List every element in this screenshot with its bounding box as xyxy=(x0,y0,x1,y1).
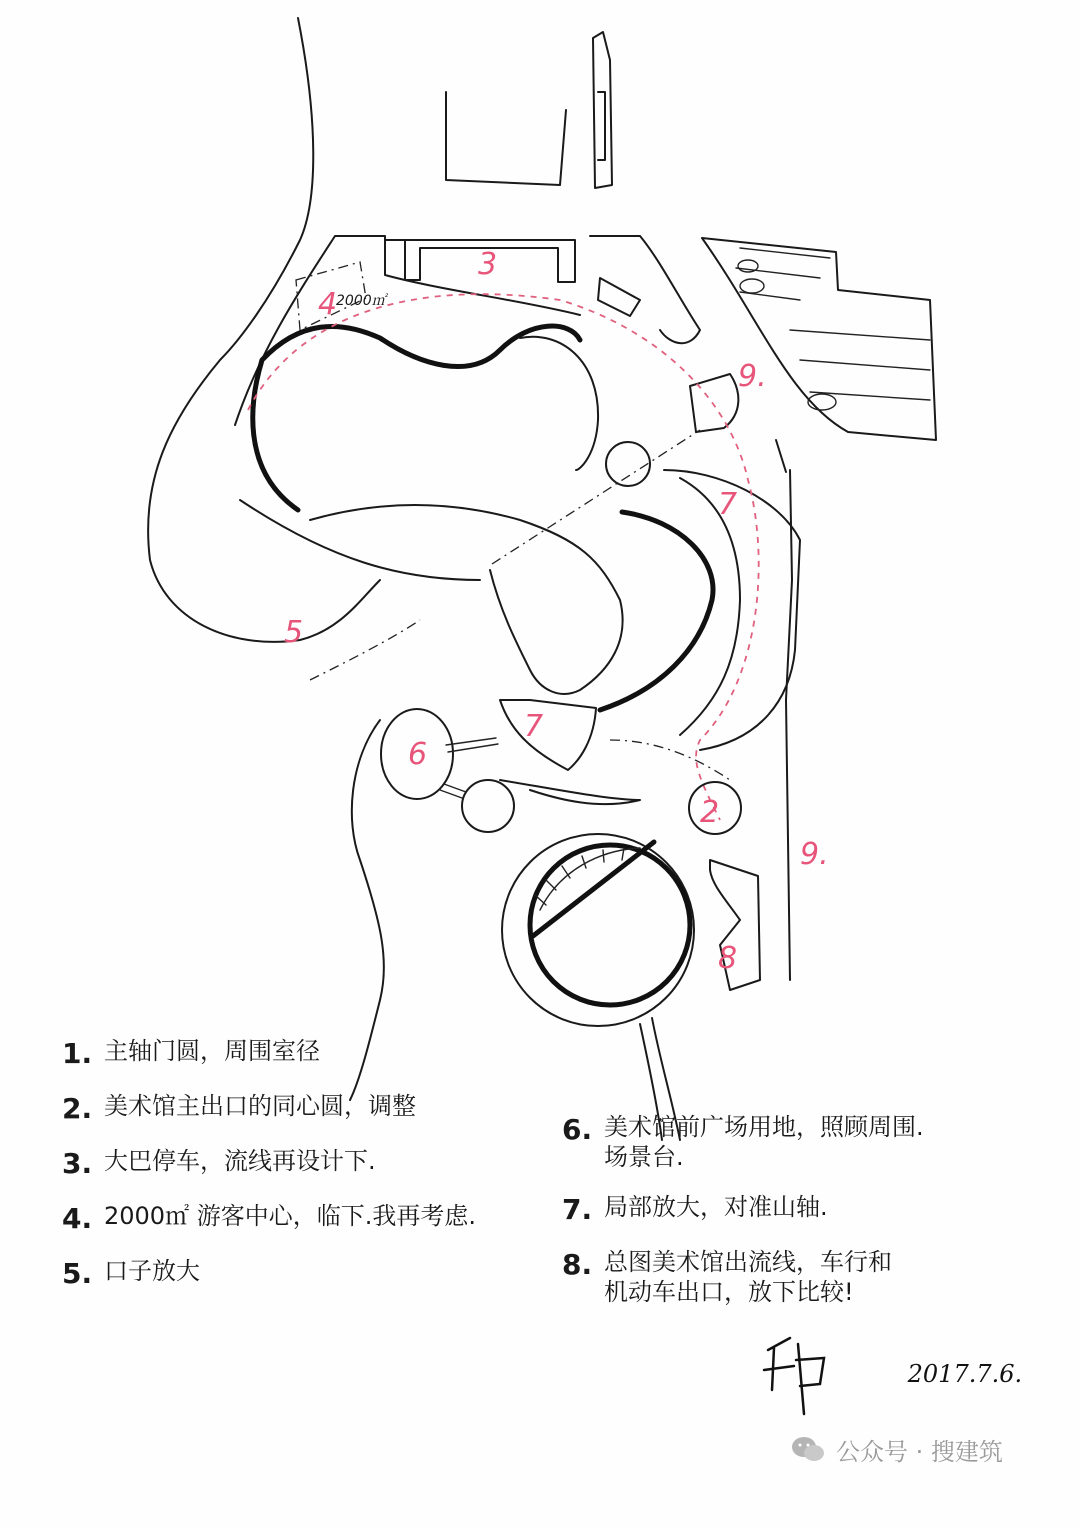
note-item: 8. 总图美术馆出流线，车行和 机动车出口，放下比较! xyxy=(562,1248,892,1306)
zone-label-3: 3 xyxy=(478,247,498,282)
museum-seating-fan xyxy=(535,848,640,910)
note-item: 7. 局部放大，对准山轴. xyxy=(562,1193,828,1226)
notes-left-column xyxy=(62,1036,532,1311)
pond-1 xyxy=(738,260,758,272)
zone-label-4: 4 xyxy=(318,287,338,322)
east-vertical-tick xyxy=(776,440,786,472)
signature-date: 2017.7.6. xyxy=(907,1359,1023,1388)
zone-label-8: 8 xyxy=(718,941,738,976)
north-band-slash xyxy=(598,278,640,316)
zone-label-6: 6 xyxy=(408,737,428,772)
zone-label-2: 2 xyxy=(700,795,720,830)
east-boundary-line xyxy=(786,470,792,980)
zone-label-9-north: 9. xyxy=(738,359,767,394)
pink-arc-path xyxy=(248,294,759,820)
central-lake-edge xyxy=(253,326,580,510)
museum-approach-curve xyxy=(500,780,640,804)
museum-dashed-approach xyxy=(610,740,730,780)
east-lake-edge xyxy=(600,512,713,710)
zone-label-7-west: 7 xyxy=(524,709,544,744)
notes-right-column xyxy=(562,1112,1002,1327)
lake-peninsula xyxy=(520,337,598,470)
entry-plaza-9-north xyxy=(690,374,738,432)
gate-5-road-upper xyxy=(240,500,480,580)
note-item: 3. 大巴停车，流线再设计下. xyxy=(62,1147,376,1180)
note-item: 6. 美术馆前广场用地，照顾周围. 场景台. xyxy=(562,1113,924,1171)
museum-inner-circle xyxy=(530,845,690,1005)
inner-lake-outline xyxy=(310,505,623,694)
note-item: 5. 口子放大 xyxy=(62,1257,200,1290)
north-building-b xyxy=(593,32,612,188)
wechat-icon xyxy=(790,1435,826,1465)
museum-diagonal-cut xyxy=(533,842,654,936)
watermark-text: 公众号 · 搜建筑 xyxy=(836,1438,1003,1466)
pond-2 xyxy=(740,279,764,293)
zone-label-5: 5 xyxy=(284,615,304,650)
north-band-block-right xyxy=(590,236,700,343)
note-item: 2. 美术馆主出口的同心圆，调整 xyxy=(62,1092,416,1125)
zone-6-link-2 xyxy=(440,784,466,798)
zone-label-7-east: 7 xyxy=(718,487,738,522)
zone-label-9-south: 9. xyxy=(800,837,829,872)
zone-6-small-circle xyxy=(462,780,514,832)
north-building-b-inner xyxy=(598,92,605,160)
axis-pavilion-circle xyxy=(606,442,650,486)
signature-scribble xyxy=(760,1330,830,1420)
wechat-watermark xyxy=(790,1432,1003,1467)
mountain-axis-line xyxy=(492,430,700,564)
zone-label-4-area: 2000㎡ xyxy=(336,293,386,309)
zone-7-block xyxy=(500,700,596,770)
author-signature xyxy=(760,1330,1022,1420)
note-item: 1. 主轴门圆，周围室径 xyxy=(62,1037,320,1070)
note-item: 4. 2000㎡ 游客中心，临下.我再考虑. xyxy=(62,1202,476,1235)
north-building-a xyxy=(446,92,566,185)
